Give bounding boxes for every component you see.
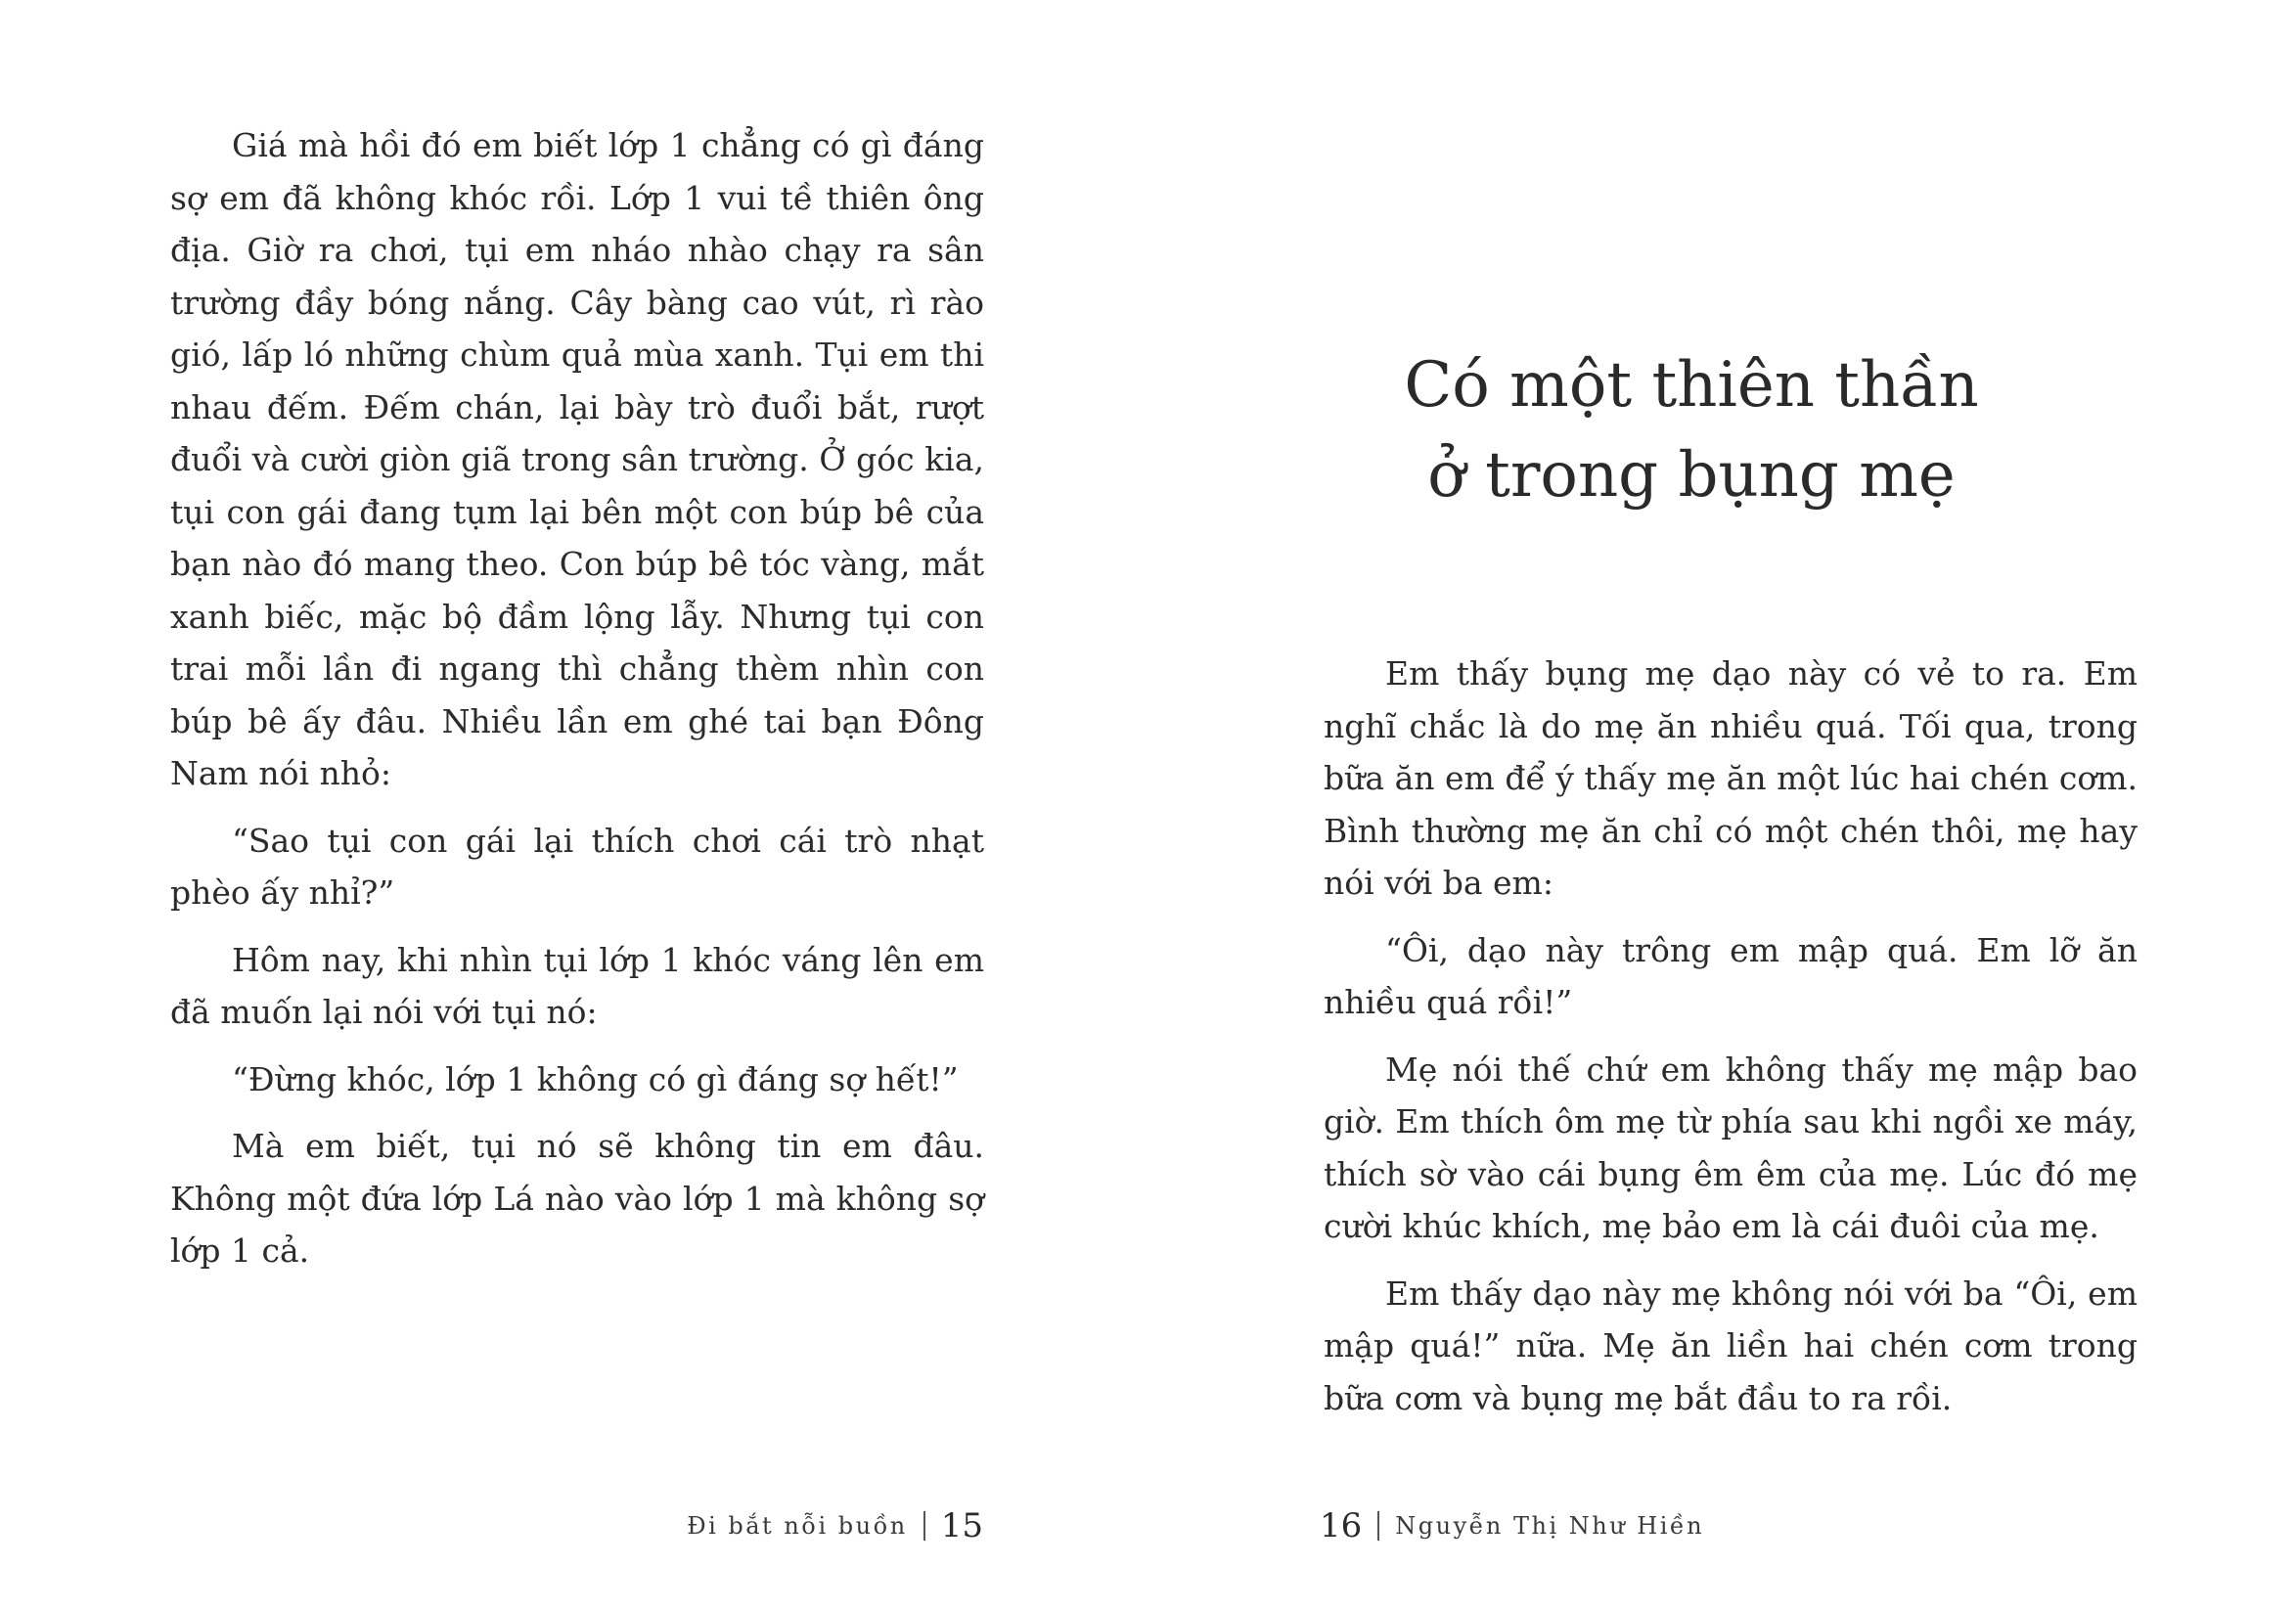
left-paragraph-3: Hôm nay, khi nhìn tụi lớp 1 khóc váng lên em đã muốn lại nói với tụi nó: [170,940,984,1031]
left-paragraph-4: “Đừng khóc, lớp 1 không có gì đáng sợ hết!” [232,1059,959,1098]
right-paragraph-3: Mẹ nói thế chứ em không thấy mẹ mập bao giờ. Em thích ôm mẹ từ phía sau khi ngồi xe máy, thích sờ vào cái bụng êm êm của mẹ. Lúc đó mẹ cười khúc khích, mẹ bảo em là cái đuôi của mẹ. [1324,1050,2138,1245]
book-title-running-head: Đi bắt nỗi buồn [687,1512,908,1540]
left-page-body [170,119,984,1277]
page-number-15: 15 [940,1506,983,1545]
right-paragraph-1: Em thấy bụng mẹ dạo này có vẻ to ra. Em nghĩ chắc là do mẹ ăn nhiều quá. Tối qua, trong bữa ăn em để ý thấy mẹ ăn một lúc hai chén cơm. Bình thường mẹ ăn chỉ có một chén thôi, mẹ hay nói với ba em: [1324,654,2138,902]
right-paragraph-4: Em thấy dạo này mẹ không nói với ba “Ôi, em mập quá!” nữa. Mẹ ăn liền hai chén cơm trong bữa cơm và bụng mẹ bắt đầu to ra rồi. [1324,1274,2138,1417]
chapter-title [1148,340,2235,520]
footer-divider [923,1511,925,1541]
author-running-head: Nguyễn Thị Như Hiền [1395,1512,1705,1540]
left-paragraph-2: “Sao tụi con gái lại thích chơi cái trò nhạt phèo ấy nhỉ?” [170,821,984,912]
left-paragraph-1: Giá mà hồi đó em biết lớp 1 chẳng có gì đáng sợ em đã không khóc rồi. Lớp 1 vui tề thiên ông địa. Giờ ra chơi, tụi em nháo nhào chạy ra sân trường đầy bóng nắng. Cây bàng cao vút, rì rào gió, lấp ló những chùm quả mùa xanh. Tụi em thi nhau đếm. Đếm chán, lại bày trò đuổi bắt, rượt đuổi và cười giòn giã trong sân trường. Ở góc kia, tụi con gái đang tụm lại bên một con búp bê của bạn nào đó mang theo. Con búp bê tóc vàng, mắt xanh biếc, mặc bộ đầm lộng lẫy. Nhưng tụi con trai mỗi lần đi ngang thì chẳng thèm nhìn con búp bê ấy đâu. Nhiều lần em ghé tai bạn Đông Nam nói nhỏ: [170,126,984,792]
page-number-16: 16 [1320,1506,1363,1545]
footer-divider [1377,1511,1379,1541]
chapter-title-line-2: ở trong bụng mẹ [1427,439,1956,512]
left-page-footer [687,1504,983,1547]
right-page-footer [1320,1504,1704,1547]
right-page-body [1324,648,2138,1424]
left-paragraph-5: Mà em biết, tụi nó sẽ không tin em đâu. Không một đứa lớp Lá nào vào lớp 1 mà không sợ lớp 1 cả. [170,1127,984,1270]
chapter-title-line-1: Có một thiên thần [1404,349,1979,422]
right-page [1148,0,2296,1610]
right-paragraph-2: “Ôi, dạo này trông em mập quá. Em lỡ ăn nhiều quá rồi!” [1324,930,2138,1021]
